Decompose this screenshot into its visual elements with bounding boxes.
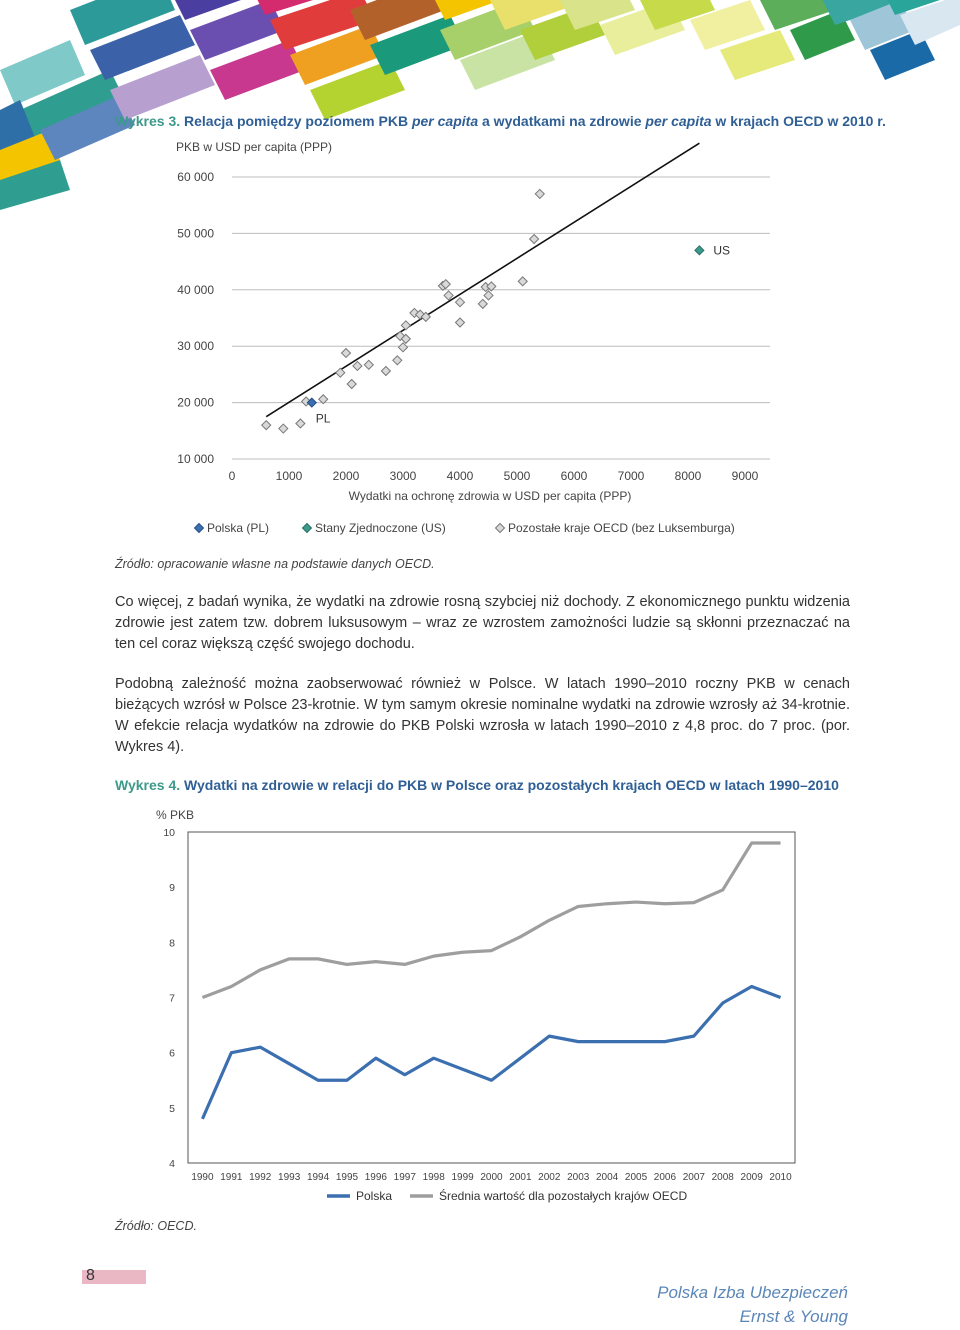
x-tick-label: 1998	[422, 1172, 445, 1183]
scatter-point-oecd	[456, 318, 465, 327]
scatter-point-oecd	[530, 235, 539, 244]
line-chart	[0, 800, 960, 1220]
x-tick-label: 2010	[769, 1172, 792, 1183]
series-line-polska	[202, 986, 780, 1118]
figure-3-title-part: Relacja pomiędzy poziomem PKB	[180, 113, 412, 129]
footer-org-1: Polska Izba Ubezpieczeń	[657, 1283, 848, 1302]
legend-us-marker	[303, 524, 312, 533]
x-tick-label: 1999	[451, 1172, 474, 1183]
x-tick-label: 1994	[306, 1172, 330, 1183]
figure-4-title-text: Wydatki na zdrowie w relacji do PKB w Polsce oraz pozostałych krajach OECD w latach 1990–2010	[180, 777, 839, 793]
y-tick-label: 50 000	[177, 226, 214, 241]
y-tick-label: 8	[169, 937, 175, 950]
x-tick-label: 5000	[503, 469, 531, 483]
scatter-point-oecd	[444, 291, 453, 300]
y-axis-label: PKB w USD per capita (PPP)	[176, 140, 333, 154]
scatter-chart	[0, 130, 960, 550]
series-line-oecd-average	[202, 843, 780, 997]
scatter-point-oecd	[399, 343, 408, 352]
legend-oecd-label: Pozostałe kraje OECD (bez Luksemburga)	[508, 521, 735, 535]
x-tick-label: 2001	[509, 1172, 532, 1183]
figure-3-source: Źródło: opracowanie własne na podstawie danych OECD.	[115, 557, 435, 571]
y-tick-label: 9	[169, 882, 175, 895]
x-tick-label: 0	[228, 469, 236, 483]
y-tick-label: 60 000	[177, 170, 214, 184]
legend-us-label: Stany Zjednoczone (US)	[315, 521, 446, 535]
x-tick-label: 2000	[480, 1172, 503, 1183]
point-label-pl: PL	[315, 411, 331, 426]
figure-3-number: Wykres 3.	[115, 113, 181, 129]
x-axis-label: Wydatki na ochronę zdrowia w USD per capita (PPP)	[348, 489, 632, 503]
x-tick-label: 6000	[560, 469, 588, 483]
scatter-point-oecd	[401, 321, 410, 330]
figure-3-title-part: w krajach OECD w 2010 r.	[711, 113, 886, 129]
x-tick-label: 1990	[191, 1172, 214, 1183]
plot-frame	[188, 832, 795, 1163]
scatter-point-oecd	[353, 361, 362, 370]
figure-4-number: Wykres 4.	[115, 777, 181, 793]
y-tick-label: 4	[169, 1158, 175, 1170]
legend-pl-label: Polska (PL)	[207, 521, 270, 535]
scatter-point-oecd	[342, 348, 351, 357]
x-tick-label: 1997	[393, 1172, 416, 1183]
x-tick-label: 1991	[220, 1172, 243, 1183]
x-tick-label: 2008	[711, 1172, 734, 1183]
x-tick-label: 9000	[731, 469, 759, 483]
scatter-point-oecd	[381, 367, 390, 376]
scatter-point-oecd	[456, 298, 465, 307]
x-tick-label: 1992	[249, 1172, 272, 1183]
y-tick-label: 10	[163, 827, 175, 839]
y-axis-label: % PKB	[156, 808, 195, 822]
x-tick-label: 1000	[275, 469, 303, 483]
page-number: 8	[86, 1267, 95, 1284]
scatter-point-oecd	[518, 277, 527, 286]
legend-pl-marker	[195, 524, 204, 533]
figure-4-source: Źródło: OECD.	[115, 1219, 197, 1233]
y-tick-label: 30 000	[177, 339, 214, 354]
x-tick-label: 3000	[389, 469, 417, 483]
x-tick-label: 4000	[446, 469, 474, 483]
line-chart-svg	[0, 800, 960, 1220]
y-tick-label: 10 000	[177, 452, 214, 466]
figure-4-title	[115, 777, 839, 793]
scatter-point-oecd	[364, 360, 373, 369]
scatter-point-oecd	[262, 421, 271, 430]
x-tick-label: 1993	[278, 1172, 301, 1183]
scatter-point-us	[695, 246, 704, 255]
x-tick-label: 2006	[653, 1172, 677, 1183]
x-tick-label: 2000	[332, 469, 360, 483]
footer-org-2: Ernst & Young	[739, 1307, 848, 1326]
y-tick-label: 40 000	[177, 282, 214, 297]
point-label-us: US	[713, 243, 731, 258]
legend-oecd-label: Średnia wartość dla pozostałych krajów OECD	[439, 1189, 688, 1203]
x-tick-label: 8000	[674, 469, 702, 483]
y-tick-label: 20 000	[177, 395, 214, 410]
y-tick-label: 7	[169, 992, 175, 1005]
x-tick-label: 2007	[682, 1172, 705, 1183]
scatter-point-oecd	[393, 356, 402, 365]
paragraph-1: Co więcej, z badań wynika, że wydatki na zdrowie rosną szybciej niż dochody. Z ekonomicznego punktu widzenia zdrowie jest zatem tzw. dobrem luksusowym – wraz ze wzrostem zamożności ludzie są skłonni przeznaczać na ten cel coraz większą część swojego dochodu.	[115, 594, 850, 652]
scatter-point-oecd	[336, 368, 345, 377]
x-tick-label: 2004	[595, 1172, 619, 1183]
y-tick-label: 6	[169, 1047, 175, 1060]
figure-3-title	[115, 113, 886, 129]
scatter-point-oecd	[484, 291, 493, 300]
x-tick-label: 7000	[617, 469, 645, 483]
x-tick-label: 2005	[624, 1172, 648, 1183]
x-tick-label: 1995	[335, 1172, 359, 1183]
scatter-point-oecd	[535, 189, 544, 198]
y-tick-label: 5	[169, 1102, 175, 1115]
trendline	[266, 143, 699, 417]
paragraph-2: Podobną zależność można zaobserwować również w Polsce. W latach 1990–2010 roczny PKB w cenach bieżących wzrósł w Polsce 23-krotnie. W tym samym okresie nominalne wydatki na zdrowie wzrosły aż 34-krotnie. W efekcie relacja wydatków na zdrowie do PKB Polski wzrosła w latach 1990–2010 z 4,8 proc. do 7 proc. (por. Wykres 4).	[115, 676, 850, 755]
figure-3-title-italic: per capita	[411, 113, 479, 129]
scatter-point-oecd	[279, 424, 288, 433]
legend-polska-label: Polska	[356, 1189, 393, 1203]
scatter-point-oecd	[478, 299, 487, 308]
scatter-chart-svg	[0, 130, 960, 550]
page-number-box	[82, 1267, 146, 1284]
x-tick-label: 2002	[538, 1172, 561, 1183]
figure-3-title-part: a wydatkami na zdrowie	[478, 113, 646, 129]
figure-3-title-italic: per capita	[645, 113, 712, 129]
scatter-point-oecd	[296, 419, 305, 428]
legend-oecd-marker	[496, 524, 505, 533]
x-tick-label: 2009	[740, 1172, 763, 1183]
scatter-point-oecd	[347, 379, 356, 388]
x-tick-label: 1996	[364, 1172, 388, 1183]
x-tick-label: 2003	[567, 1172, 590, 1183]
